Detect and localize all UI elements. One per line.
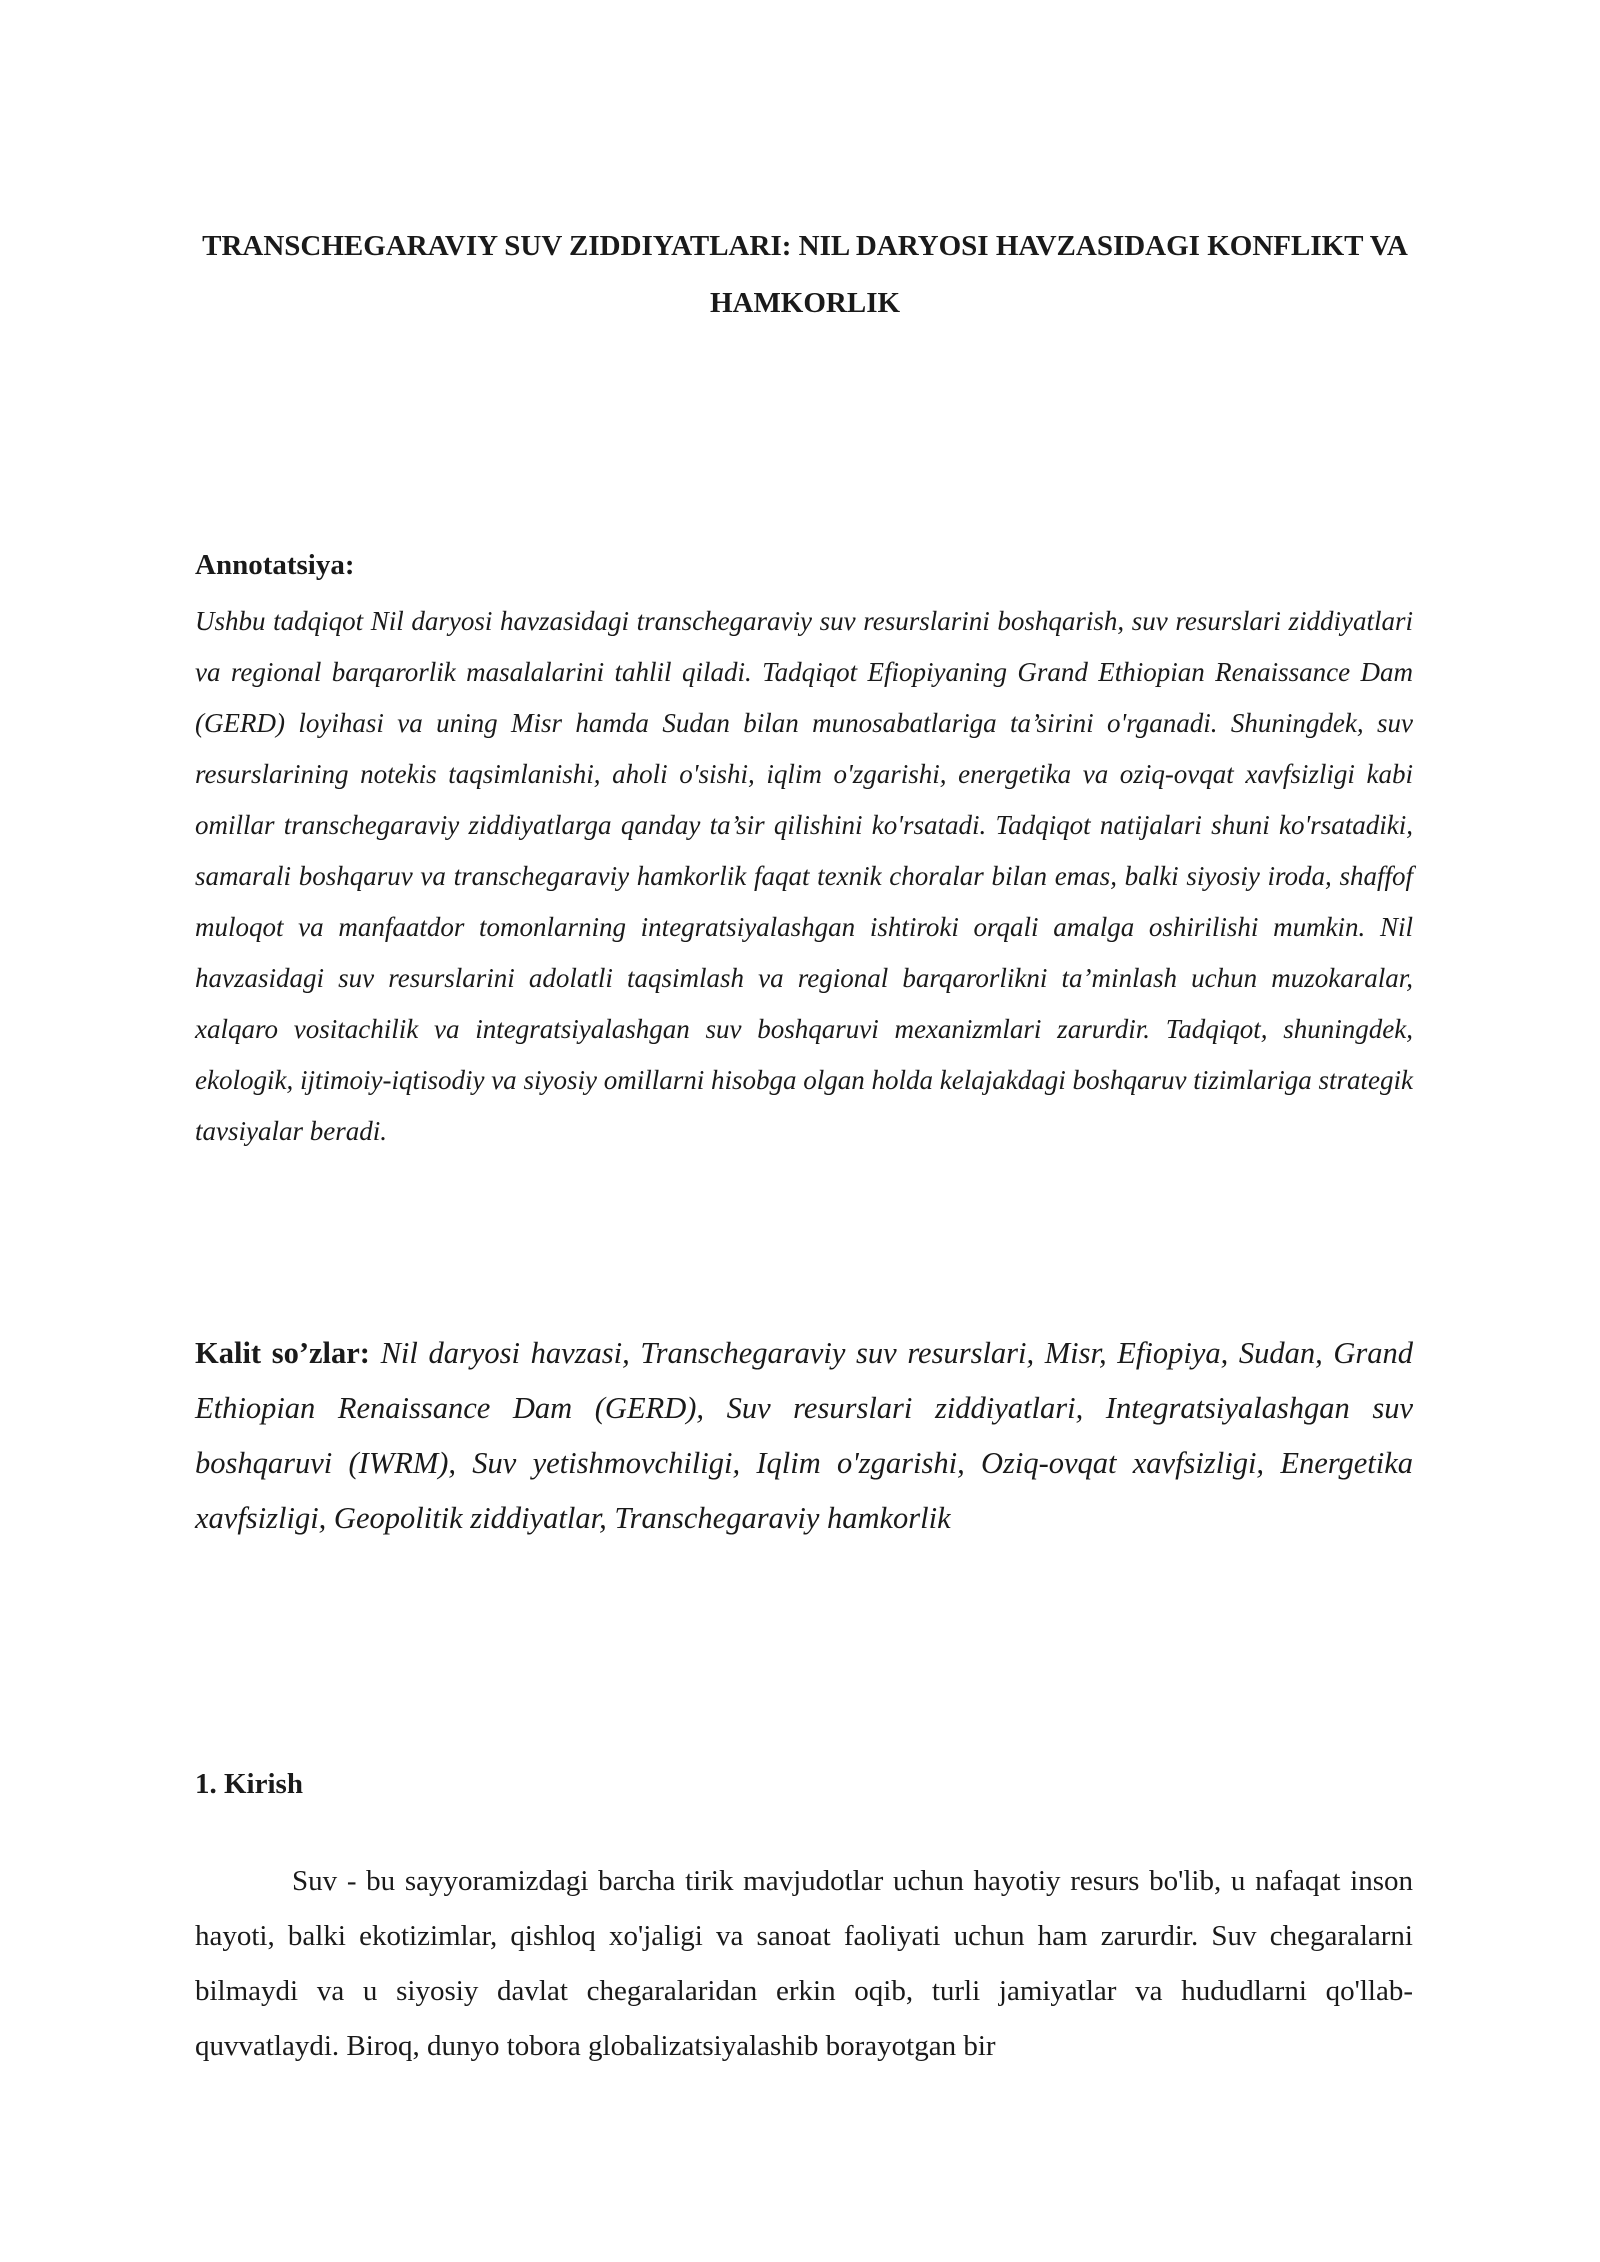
introduction-text: Suv - bu sayyoramizdagi barcha tirik mavjudotlar uchun hayotiy resurs bo'lib, u nafaqat inson hayoti, balki ekotizimlar, qishloq xo'jaligi va sanoat faoliyati uchun ham zarurdir. Suv chegaralarni bilmaydi va u siyosiy davlat chegaralaridan erkin oqib, turli jamiyatlar va hududlarni qo'llab-quvvatlaydi. Biroq, dunyo tobora globalizatsiyalashib borayotgan bir bbox=[195, 1865, 1413, 2062]
abstract-text: Ushbu tadqiqot Nil daryosi havzasidagi transchegaraviy suv resurslarini boshqarish, suv resurslari ziddiyatlari va regional barqarorlik masalalarini tahlil qiladi. Tadqiqot Efiopiyaning Grand Ethiopian Renaissance Dam (GERD) loyihasi va uning Misr hamda Sudan bilan munosabatlariga ta’sirini o'rganadi. Shuningdek, suv resurslarining notekis taqsimlanishi, aholi o'sishi, iqlim o'zgarishi, energetika va oziq-ovqat xavfsizligi kabi omillar transchegaraviy ziddiyatlarga qanday ta’sir qilishini ko'rsatadi. Tadqiqot natijalari shuni ko'rsatadiki, samarali boshqaruv va transchegaraviy hamkorlik faqat texnik choralar bilan emas, balki siyosiy iroda, shaffof muloqot va manfaatdor tomonlarning integratsiyalashgan ishtiroki orqali amalga oshirilishi mumkin. Nil havzasidagi suv resurslarini adolatli taqsimlash va regional barqarorlikni ta’minlash uchun muzokaralar, xalqaro vositachilik va integratsiyalashgan suv boshqaruvi mexanizmlari zarurdir. Tadqiqot, shuningdek, ekologik, ijtimoiy-iqtisodiy va siyosiy omillarni hisobga olgan holda kelajakdagi boshqaruv tizimlariga strategik tavsiyalar beradi. bbox=[195, 606, 1413, 1146]
keywords-label: Kalit so’zlar: bbox=[195, 1336, 370, 1370]
keywords-paragraph bbox=[195, 1326, 1413, 1546]
section-heading-introduction: 1. Kirish bbox=[195, 1768, 303, 1800]
abstract-heading: Annotatsiya: bbox=[195, 549, 355, 581]
keywords-text: Nil daryosi havzasi, Transchegaraviy suv resurslari, Misr, Efiopiya, Sudan, Grand Ethiopian Renaissance Dam (GERD), Suv resurslari ziddiyatlari, Integratsiyalashgan suv boshqaruvi (IWRM), Suv yetishmovchiligi, Iqlim o'zgarishi, Oziq-ovqat xavfsizligi, Energetika xavfsizligi, Geopolitik ziddiyatlar, Transchegaraviy hamkorlik bbox=[195, 1336, 1414, 1535]
document-title: TRANSCHEGARAVIY SUV ZIDDIYATLARI: NIL DARYOSI HAVZASIDAGI KONFLIKT VA HAMKORLIK bbox=[202, 230, 1408, 319]
